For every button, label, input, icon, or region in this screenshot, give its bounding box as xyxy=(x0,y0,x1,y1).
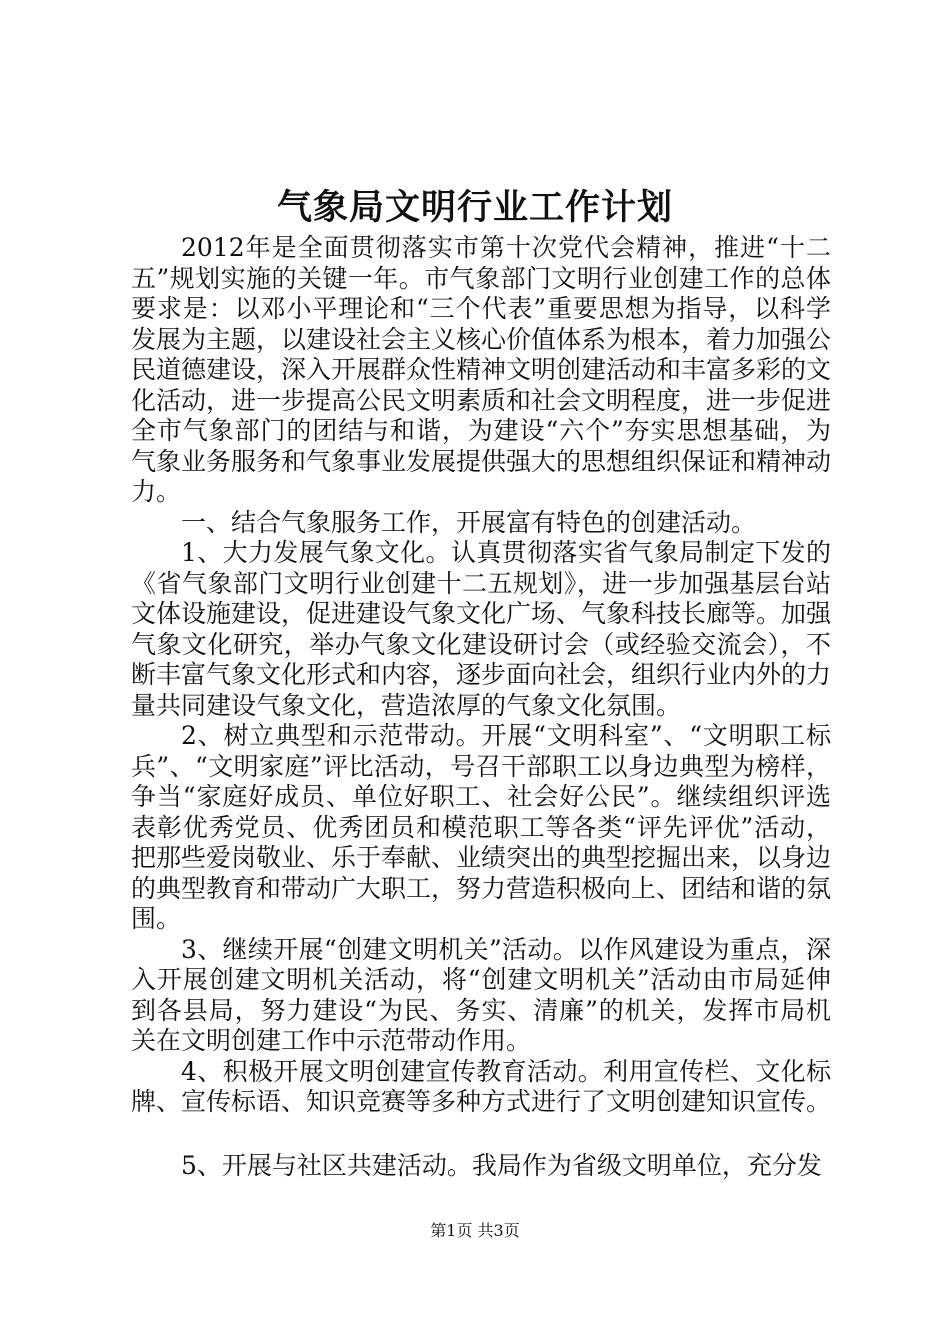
paragraph-item-1: 1、大力发展气象文化。认真贯彻落实省气象局制定下发的《省气象部门文明行业创建十二五规划》，进一步加强基层台站文体设施建设，促进建设气象文化广场、气象科技长廊等。加强气象文化研究，举办气象文化建设研讨会（或经验交流会），不断丰富气象文化形式和内容，逐步面向社会，组织行业内外的力量共同建设气象文化，营造浓厚的气象文化氛围。 xyxy=(131,538,832,720)
paragraph-section-1-heading: 一、结合气象服务工作，开展富有特色的创建活动。 xyxy=(181,507,757,537)
paragraph-item-4: 4、积极开展文明创建宣传教育活动。利用宣传栏、文化标牌、宣传标语、知识竞赛等多种方式进行了文明创建知识宣传。 xyxy=(131,1056,832,1116)
document-body xyxy=(131,233,831,1181)
paragraph-intro: 2012年是全面贯彻落实市第十次党代会精神，推进“十二五”规划实施的关键一年。市气象部门文明行业创建工作的总体要求是：以邓小平理论和“三个代表”重要思想为指导，以科学发展为主题，以建设社会主义核心价值体系为根本，着力加强公民道德建设，深入开展群众性精神文明创建活动和丰富多彩的文化活动，进一步提高公民文明素质和社会文明程度，进一步促进全市气象部门的团结与和谐，为建设“六个”夯实思想基础，为气象业务服务和气象事业发展提供强大的思想组织保证和精神动力。 xyxy=(131,233,832,506)
paragraph-item-2: 2、树立典型和示范带动。开展“文明科室”、“文明职工标兵”、“文明家庭”评比活动，号召干部职工以身边典型为榜样，争当“家庭好成员、单位好职工、社会好公民”。继续组织评选表彰优秀党员、优秀团员和模范职工等各类“评先评优”活动，把那些爱岗敬业、乐于奉献、业绩突出的典型挖掘出来，以身边的典型教育和带动广大职工，努力营造积极向上、团结和谐的氛围。 xyxy=(131,721,832,933)
paragraph-item-3: 3、继续开展“创建文明机关”活动。以作风建设为重点，深入开展创建文明机关活动，将“创建文明机关”活动由市局延伸到各县局，努力建设“为民、务实、清廉”的机关，发挥市局机关在文明创建工作中示范带动作用。 xyxy=(131,934,831,1055)
paragraph-item-5: 5、开展与社区共建活动。我局作为省级文明单位，充分发 xyxy=(181,1150,822,1180)
page-number-footer: 第1页 共3页 xyxy=(430,1221,520,1240)
document-title: 气象局文明行业工作计划 xyxy=(276,187,673,228)
